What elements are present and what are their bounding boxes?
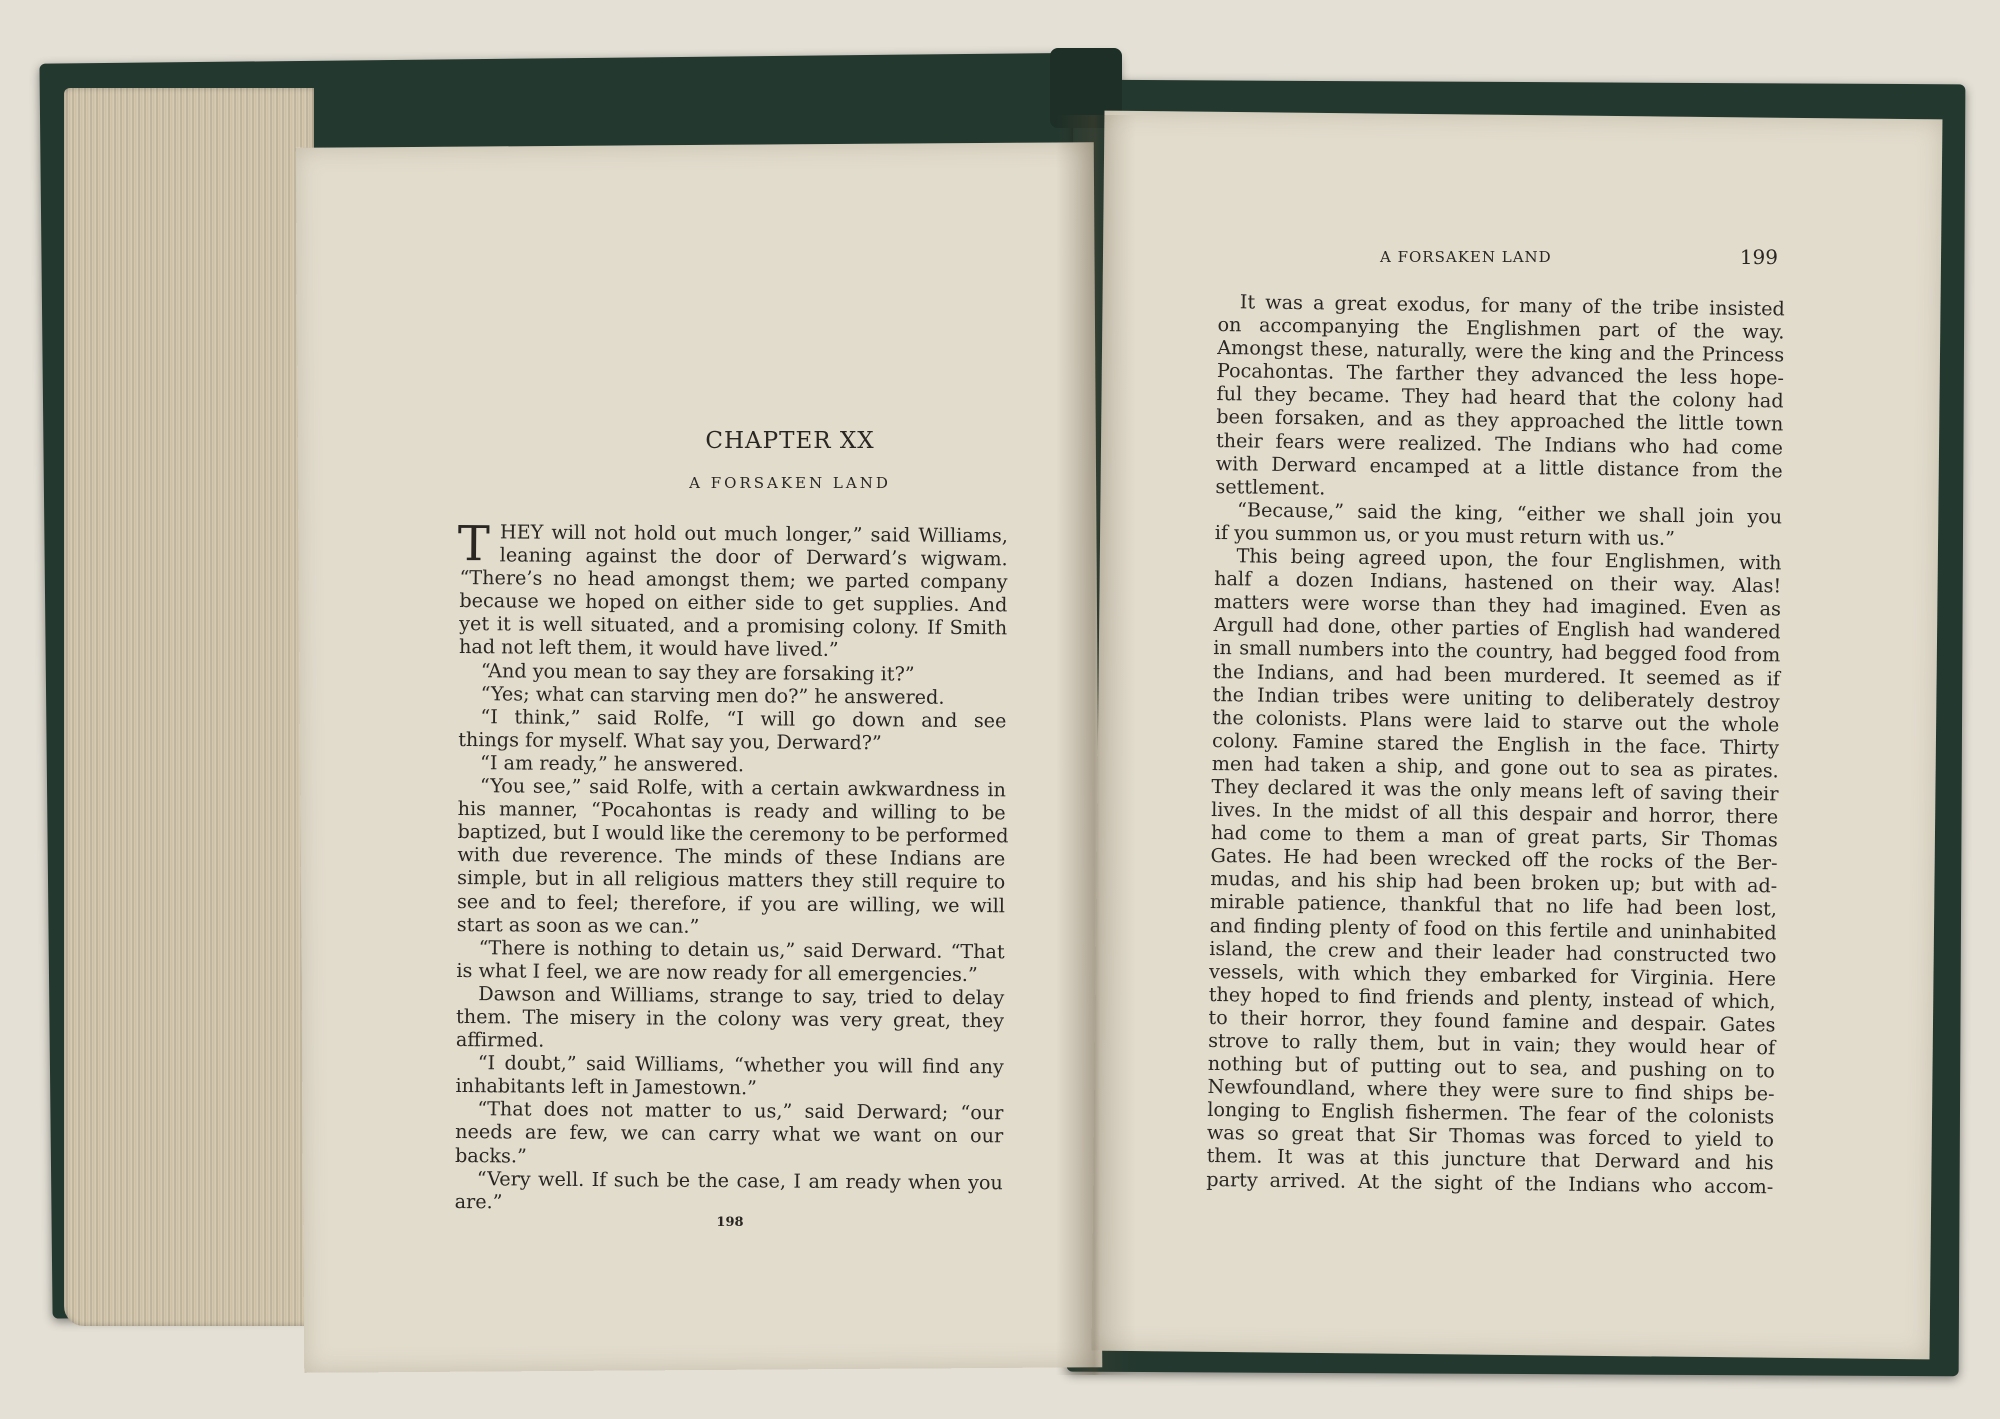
- text-line: in small numbers into the country, had begged food from: [1213, 636, 1781, 667]
- text-line: Gates. He had been wrecked off the rocks of the Ber-: [1210, 844, 1778, 875]
- text-line: nothing but of putting out to sea, and pushing on to: [1207, 1052, 1775, 1083]
- text-line: mirable patience, thankful that no life had been lost,: [1209, 890, 1778, 921]
- text-line: They declared it was the only means left of saving their: [1211, 774, 1779, 806]
- text-line: island, the crew and their leader had constructed two: [1209, 936, 1777, 967]
- running-head: A FORSAKEN LAND: [1380, 248, 1552, 266]
- text-line: “There is nothing to detain us,” said Derward. “That: [478, 935, 1005, 963]
- chapter-title: CHAPTER XX: [705, 428, 875, 454]
- text-line: colony. Famine stared the English in the face. Thirty: [1211, 728, 1780, 760]
- text-line: the colonists. Plans were laid to starve out the whole: [1212, 705, 1780, 737]
- text-line: “Yes; what can starving men do?” he answered.: [480, 681, 945, 709]
- page-number-right: 199: [1739, 245, 1778, 269]
- text-line: things for myself. What say you, Derward?”: [458, 727, 882, 755]
- text-line: Amongst these, naturally, were the king and the Princess: [1217, 336, 1785, 367]
- text-line: settlement.: [1215, 474, 1326, 500]
- text-line: “And you mean to say they are forsaking it?”: [480, 658, 915, 686]
- text-line: leaning against the door of Derward’s wigwam.: [499, 543, 1008, 571]
- text-line: Newfoundland, where they were sure to find ships be-: [1207, 1075, 1775, 1106]
- text-line: backs.”: [454, 1143, 527, 1168]
- text-line: simple, but in all religious matters they still require to: [457, 866, 1006, 894]
- text-line: longing to English fishermen. The fear of the colonists: [1207, 1098, 1775, 1129]
- text-line: Dawson and Williams, strange to say, tried to delay: [478, 982, 1005, 1010]
- text-line: the Indian tribes were uniting to deliberately destroy: [1212, 682, 1780, 713]
- book-gutter: [1056, 115, 1136, 1375]
- text-line: mudas, and his ship had been broken up; but with ad-: [1210, 867, 1778, 898]
- text-line: their fears were realized. The Indians who had come: [1215, 428, 1784, 459]
- text-line: vessels, with which they embarked for Virginia. Here: [1208, 959, 1777, 991]
- text-line: “That does not matter to us,” said Derward; “our: [477, 1097, 1004, 1125]
- text-line: was so great that Sir Thomas was forced to yield to: [1206, 1121, 1775, 1152]
- text-line: had come to them a man of great parts, Sir Thomas: [1210, 821, 1778, 852]
- left-page-body: [454, 515, 1009, 1217]
- text-line: his manner, “Pocahontas is ready and willing to be: [457, 797, 1006, 825]
- text-line: to their horror, they found famine and despair. Gates: [1208, 1005, 1776, 1037]
- text-line: them. The misery in the colony was very great, they: [456, 1004, 1005, 1033]
- text-line: men had taken a ship, and gone out to sea as pirates.: [1211, 751, 1779, 783]
- text-line: Pocahontas. The farther they advanced the less hope-: [1216, 359, 1785, 390]
- text-line: with due reverence. The minds of these Indians are: [457, 843, 1006, 871]
- text-line: the Indians, and had been murdered. It seemed as if: [1212, 659, 1781, 690]
- text-line: It was a great exodus, for many of the tribe insisted: [1239, 290, 1785, 321]
- text-line: needs are few, we can carry what we want on our: [455, 1120, 1004, 1148]
- chapter-subtitle: A FORSAKEN LAND: [689, 474, 891, 492]
- text-line: lives. In the midst of all this despair and horror, there: [1211, 798, 1779, 829]
- text-line: “I think,” said Rolfe, “I will go down and see: [480, 704, 1007, 733]
- text-line: because we hoped on either side to get supplies. And: [459, 589, 1008, 617]
- text-line: yet it is well situated, and a promising colony. If Smith: [459, 612, 1008, 640]
- text-line: are.”: [454, 1189, 503, 1214]
- text-line: with Derward encamped at a little distance from the: [1215, 451, 1783, 483]
- right-page-body: [1206, 290, 1785, 1198]
- text-line: affirmed.: [455, 1028, 545, 1052]
- text-line: HEY will not hold out much longer,” said Williams,: [499, 520, 1008, 548]
- page-edges: [64, 88, 314, 1326]
- text-line: “I am ready,” he answered.: [480, 751, 745, 777]
- text-line: “Very well. If such be the case, I am ready when you: [476, 1166, 1003, 1194]
- text-line: ful they became. They had heard that the colony had: [1216, 382, 1784, 413]
- text-line: half a dozen Indians, hastened on their way. Alas!: [1214, 567, 1782, 598]
- text-line: matters were worse than they had imagined. Even as: [1213, 590, 1782, 621]
- text-line: see and to feel; therefore, if you are willing, we will: [456, 889, 1006, 917]
- text-line: been forsaken, and as they approached the little town: [1216, 405, 1784, 436]
- text-line: if you summon us, or you must return with us.”: [1214, 520, 1676, 550]
- text-line: “There’s no head amongst them; we parted company: [459, 566, 1008, 594]
- text-line: strove to rally them, but in vain; they would hear of: [1208, 1028, 1776, 1060]
- text-line: “Because,” said the king, “either we shall join you: [1236, 498, 1783, 529]
- text-line: and finding plenty of food on this fertile and uninhabited: [1209, 913, 1777, 944]
- text-line: “You see,” said Rolfe, with a certain awkwardness in: [479, 774, 1006, 802]
- text-line: baptized, but I would like the ceremony to be performed: [457, 820, 1009, 848]
- text-line: “I doubt,” said Williams, “whether you will find any: [477, 1051, 1004, 1079]
- text-line: them. It was at this juncture that Derward and his: [1206, 1144, 1774, 1175]
- text-line: they hoped to find friends and plenty, instead of which,: [1208, 982, 1776, 1014]
- text-line: start as soon as we can.”: [456, 912, 700, 938]
- text-line: Argull had done, other parties of English had wandered: [1213, 613, 1781, 644]
- text-line: party arrived. At the sight of the Indians who accom-: [1206, 1167, 1774, 1198]
- drop-cap: T: [457, 515, 491, 573]
- text-line: is what I feel, we are now ready for all emergencies.”: [456, 958, 978, 986]
- text-line: inhabitants left in Jamestown.”: [455, 1074, 757, 1100]
- page-number-left: 198: [716, 1215, 744, 1230]
- text-line: had not left them, it would have lived.”: [458, 635, 839, 662]
- text-line: on accompanying the Englishmen part of the way.: [1217, 313, 1785, 344]
- text-line: This being agreed upon, the four Englishmen, with: [1236, 544, 1782, 575]
